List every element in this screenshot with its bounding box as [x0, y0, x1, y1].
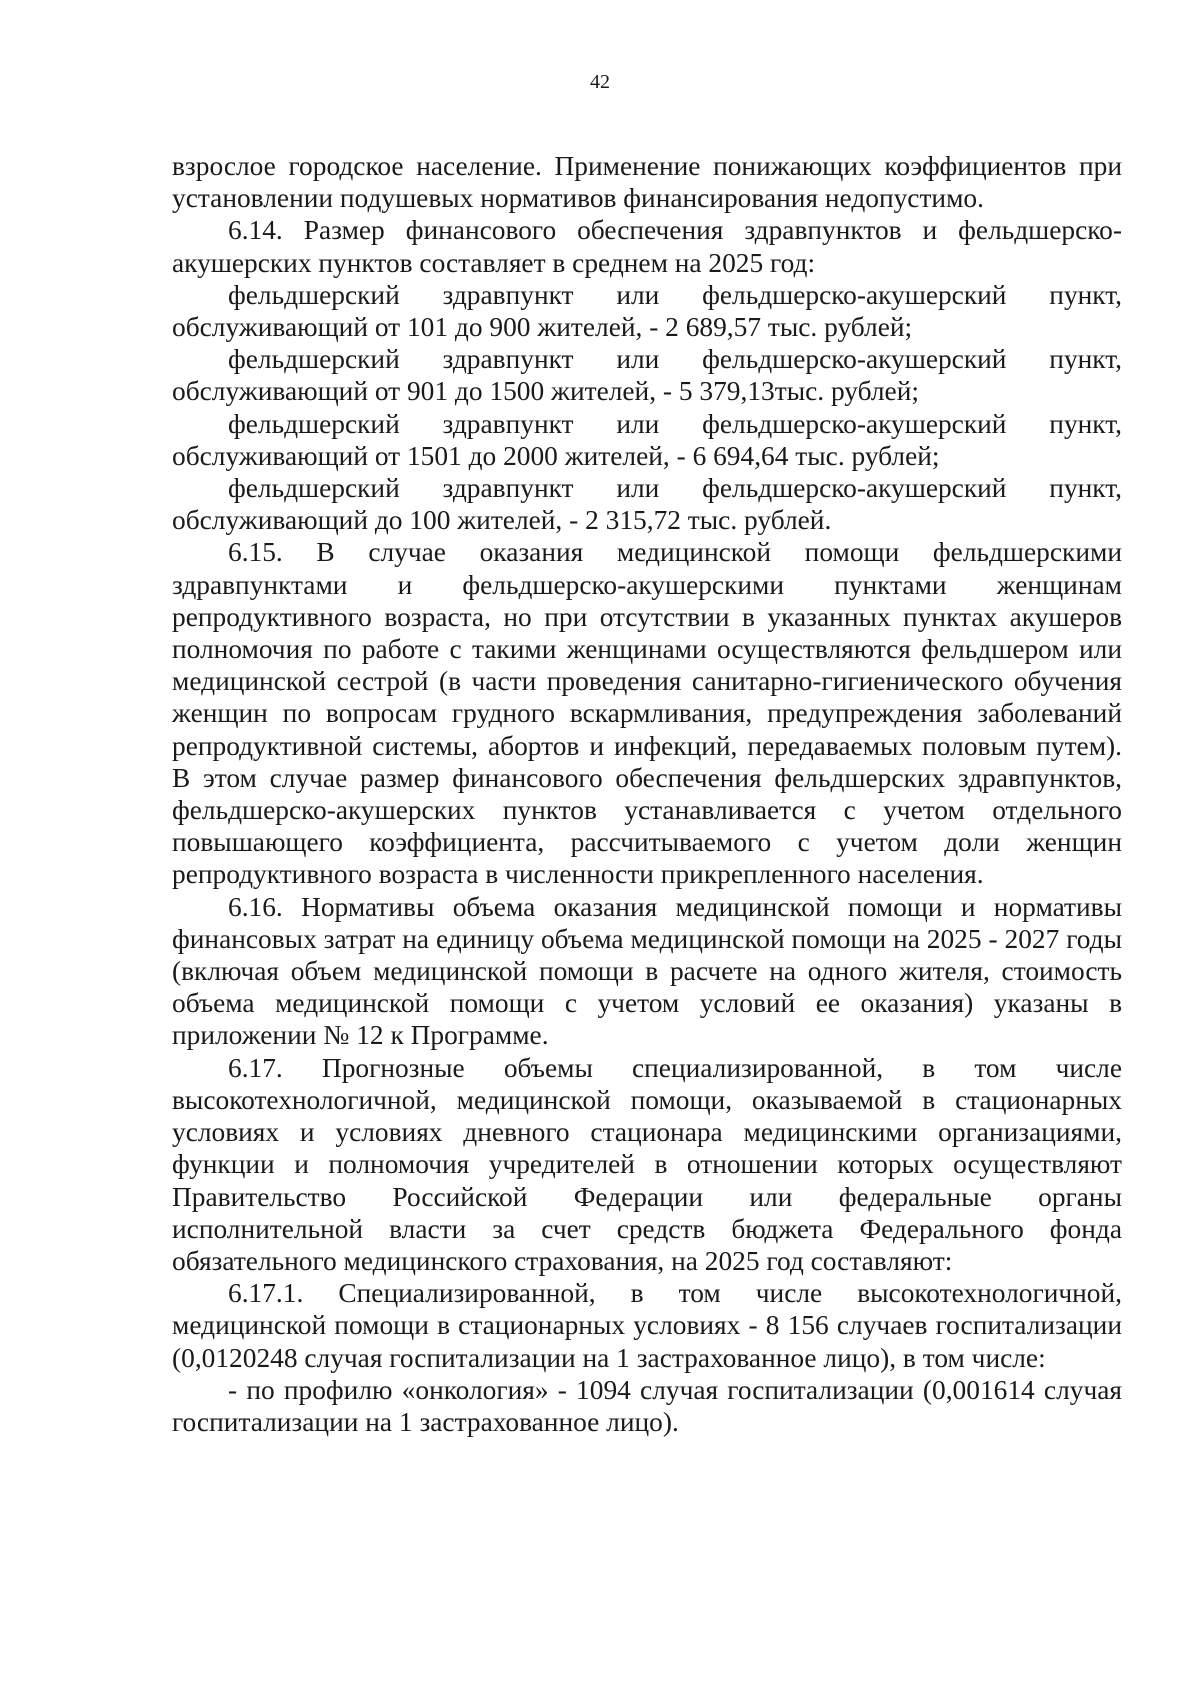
- paragraph-item-1501-2000: фельдшерский здравпункт или фельдшерско-акушерский пункт, обслуживающий от 1501 до 2000 жителей, - 6 694,64 тыс. рублей;: [172, 408, 1122, 471]
- paragraph-continuation: взрослое городское население. Применение понижающих коэффициентов при установлении подушевых нормативов финансирования недопустимо.: [172, 151, 1122, 214]
- document-body: [172, 150, 1122, 1438]
- paragraph-6-16: 6.16. Нормативы объема оказания медицинской помощи и нормативы финансовых затрат на единицу объема медицинской помощи на 2025 - 2027 годы (включая объем медицинской помощи в расчете на одного жителя, стоимость объема медицинской помощи с учетом условий ее оказания) указаны в приложении № 12 к Программе.: [172, 891, 1122, 1051]
- paragraph-6-15: 6.15. В случае оказания медицинской помощи фельдшерскими здравпунктами и фельдшерско-акушерскими пунктами женщинам репродуктивного возраста, но при отсутствии в указанных пунктах акушеров полномочия по работе с такими женщинами осуществляются фельдшером или медицинской сестрой (в части проведения санитарно-гигиенического обучения женщин по вопросам грудного вскармливания, предупреждения заболеваний репродуктивной системы, абортов и инфекций, передаваемых половым путем). В этом случае размер финансового обеспечения фельдшерских здравпунктов, фельдшерско-акушерских пунктов устанавливается с учетом отдельного повышающего коэффициента, рассчитываемого с учетом доли женщин репродуктивного возраста в численности прикрепленного населения.: [172, 537, 1122, 890]
- paragraph-item-901-1500: фельдшерский здравпункт или фельдшерско-акушерский пункт, обслуживающий от 901 до 1500 жителей, - 5 379,13тыс. рублей;: [172, 344, 1122, 407]
- paragraph-6-17-1: 6.17.1. Специализированной, в том числе высокотехнологичной, медицинской помощи в стационарных условиях - 8 156 случаев госпитализации (0,0120248 случая госпитализации на 1 застрахованное лицо), в том числе:: [172, 1278, 1122, 1373]
- paragraph-item-101-900: фельдшерский здравпункт или фельдшерско-акушерский пункт, обслуживающий от 101 до 900 жителей, - 2 689,57 тыс. рублей;: [172, 279, 1122, 343]
- paragraph-6-14: 6.14. Размер финансового обеспечения здравпунктов и фельдшерско-акушерских пунктов составляет в среднем на 2025 год:: [172, 215, 1122, 278]
- paragraph-6-17: 6.17. Прогнозные объемы специализированной, в том числе высокотехнологичной, медицинской помощи, оказываемой в стационарных условиях и условиях дневного стационара медицинскими организациями, функции и полномочия учредителей в отношении которых осуществляют Правительство Российской Федерации или федеральные органы исполнительной власти за счет средств бюджета Федерального фонда обязательного медицинского страхования, на 2025 год составляют:: [172, 1052, 1122, 1276]
- page-number: 42: [590, 71, 610, 93]
- paragraph-item-up-to-100: фельдшерский здравпункт или фельдшерско-акушерский пункт, обслуживающий до 100 жителей, - 2 315,72 тыс. рублей.: [172, 473, 1122, 536]
- paragraph-oncology: - по профилю «онкология» - 1094 случая госпитализации (0,001614 случая госпитализации на 1 застрахованное лицо).: [172, 1374, 1122, 1437]
